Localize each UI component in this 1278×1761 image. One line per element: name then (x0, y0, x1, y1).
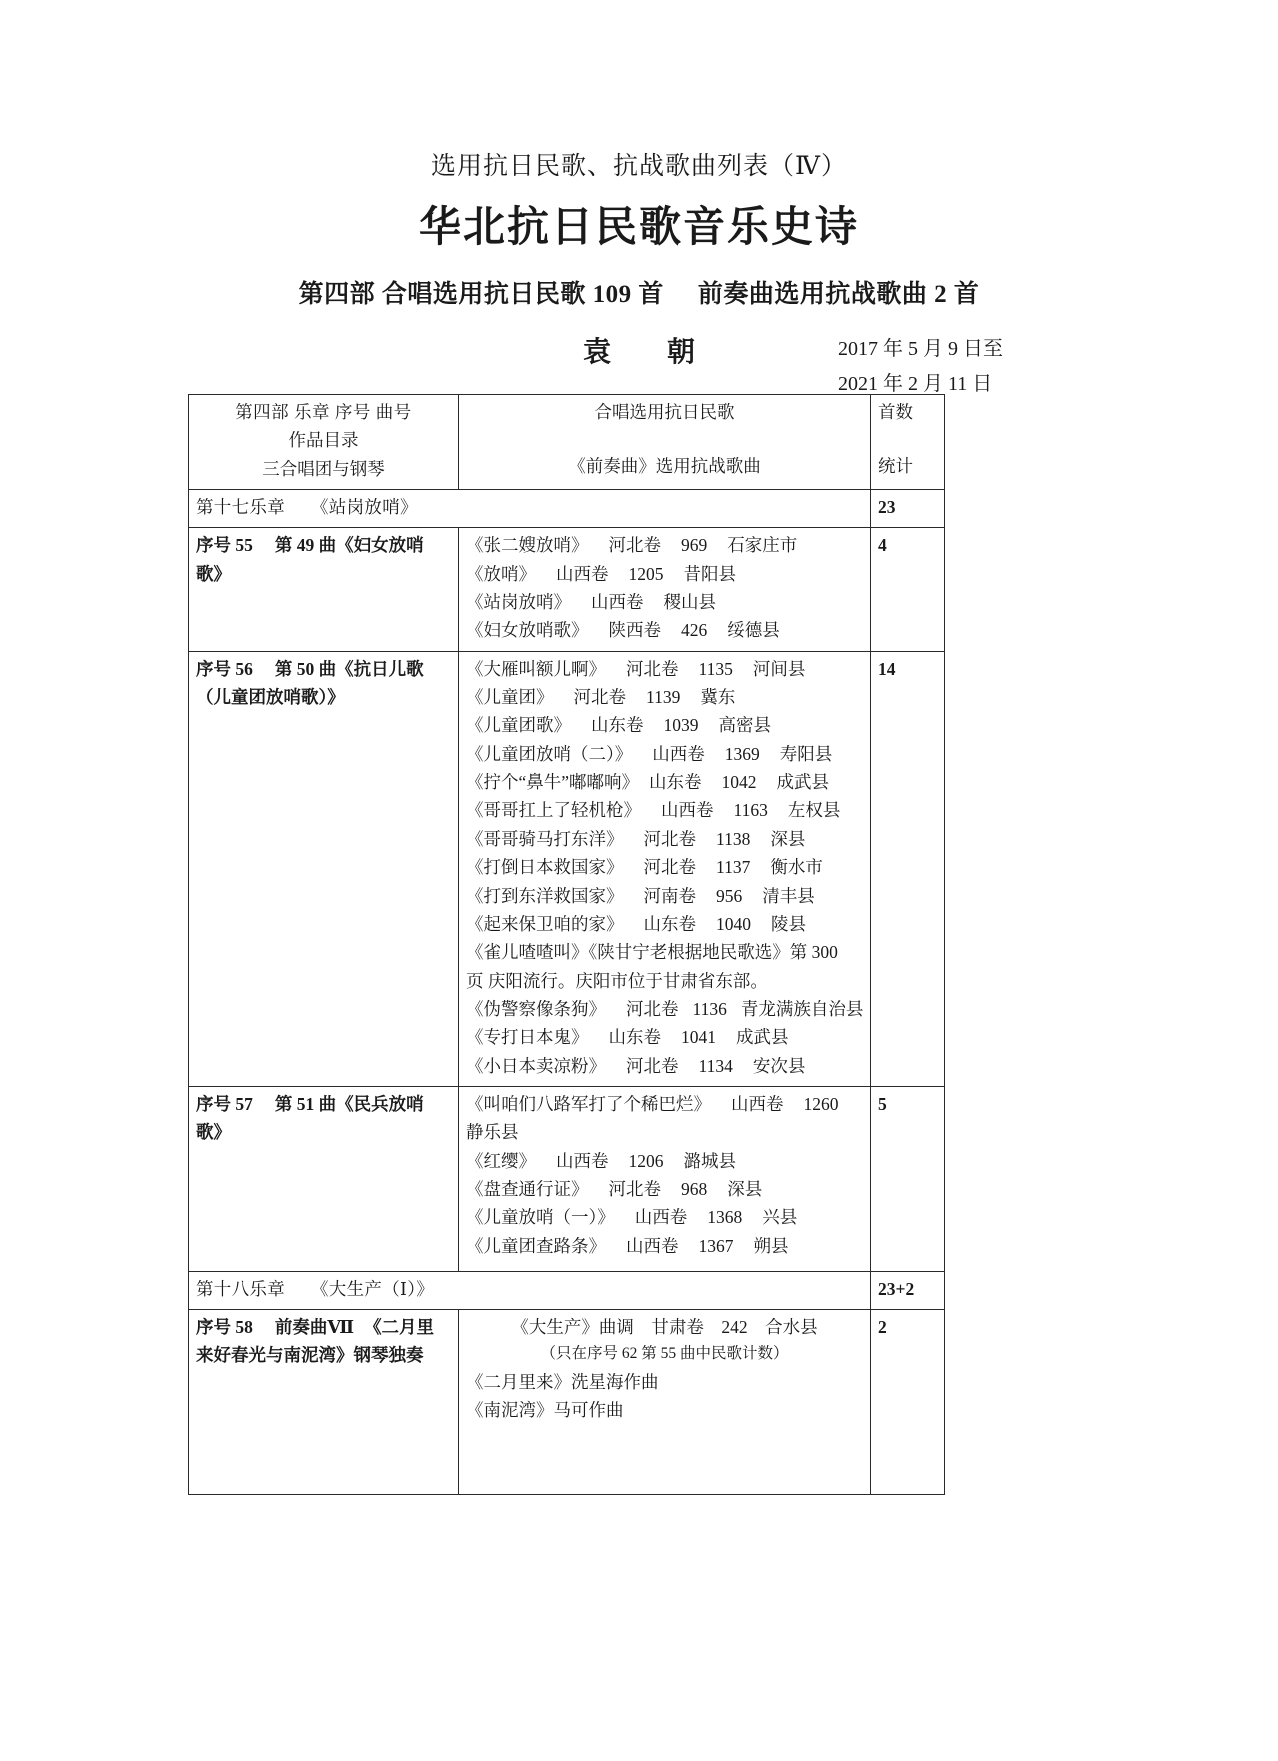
song-volume: 河北卷 (643, 857, 696, 878)
movement-18-label: 第十八乐章 (196, 1278, 285, 1299)
song-place: 静乐县 (466, 1122, 519, 1143)
movement-17-title-cell (189, 490, 871, 528)
work-56-line2 (196, 683, 451, 711)
work-58-line2 (196, 1341, 451, 1369)
header-songs-line2: 《前奏曲》选用抗战歌曲 (568, 456, 761, 477)
song-line (466, 882, 863, 910)
work-55-line2 (196, 560, 451, 588)
song-title: 《打到东洋救国家》 (466, 885, 624, 906)
count-cell-55: 4 (871, 528, 945, 651)
song-number: 956 (716, 885, 743, 906)
song-volume: 河南卷 (643, 885, 696, 906)
count-cell-57: 5 (871, 1086, 945, 1271)
table-row (189, 651, 945, 1086)
song-volume: 山西卷 (731, 1093, 784, 1114)
table-row (189, 1309, 945, 1494)
movement-18-title-cell (189, 1271, 871, 1309)
document-main-title: 华北抗日民歌音乐史诗 (418, 205, 859, 251)
work-56-title-part2: （儿童团放哨歌）》 (196, 687, 345, 708)
song-volume: 山东卷 (591, 715, 644, 736)
work-55-line1 (196, 531, 451, 559)
header-cell-songs (459, 395, 871, 490)
header-cell-works (189, 395, 459, 490)
song-line (466, 1175, 863, 1203)
spacer (466, 426, 863, 452)
song-line (466, 616, 863, 644)
song-place: 清丰县 (762, 885, 815, 906)
special-song-line2: 页 庆阳流行。庆阳市位于甘肃省东部。 (466, 970, 768, 991)
song-number: 1039 (663, 715, 699, 736)
song-volume: 陕西卷 (608, 620, 661, 641)
table-row (189, 528, 945, 651)
song-place: 左权县 (787, 800, 841, 821)
song-number: 1134 (698, 1055, 733, 1076)
song-line: 《二月里来》洗星海作曲 (466, 1371, 659, 1392)
song-title: 《站岗放哨》 (466, 592, 571, 613)
songs-cell-58 (459, 1309, 871, 1494)
movement-row-18 (189, 1271, 945, 1309)
work-56-title-part1: 《抗日儿歌 (336, 658, 424, 679)
song-line (466, 853, 863, 881)
movement-17-label: 第十七乐章 (196, 497, 285, 518)
song-number: 1041 (681, 1027, 716, 1048)
song-volume: 山西卷 (556, 563, 609, 584)
song-line (466, 655, 863, 683)
count-cell-58: 2 (871, 1309, 945, 1494)
song-line (466, 1232, 863, 1260)
list-subtitle: 选用抗日民歌、抗战歌曲列表（Ⅳ） (431, 153, 847, 180)
song-line (466, 1023, 863, 1051)
song-place: 兴县 (762, 1207, 798, 1228)
prelude-note-line: （只在序号 62 第 55 曲中民歌计数） (540, 1345, 789, 1363)
song-number: 1260 (803, 1093, 839, 1114)
song-title: 《放哨》 (466, 563, 536, 584)
work-57-line2 (196, 1118, 451, 1146)
song-place: 陵县 (771, 913, 806, 934)
song-line: 《南泥湾》马可作曲 (466, 1399, 624, 1420)
work-55-title-part2: 歌》 (196, 563, 231, 584)
song-number: 1042 (721, 772, 757, 793)
song-title: 《红缨》 (466, 1150, 536, 1171)
part-summary-prelude: 前奏曲选用抗战歌曲 2 首 (697, 281, 980, 309)
work-56-序号: 序号 56 (196, 658, 253, 679)
author-name: 袁 朝 (582, 337, 709, 369)
song-line (466, 588, 863, 616)
song-line-special (466, 938, 863, 995)
song-line (466, 683, 863, 711)
song-place: 河间县 (752, 658, 806, 679)
movement-row-17 (189, 490, 945, 528)
special-song-line1: 《雀儿喳喳叫》《陕甘宁老根据地民歌选》第 300 (466, 942, 838, 963)
work-57-曲号: 第 51 曲 (274, 1093, 337, 1114)
song-line (466, 825, 863, 853)
song-table (188, 394, 945, 1495)
song-number: 1163 (733, 800, 768, 821)
song-place: 成武县 (776, 772, 830, 793)
song-place: 绥德县 (727, 620, 780, 641)
song-place: 成武县 (736, 1027, 789, 1048)
spacer (196, 1147, 451, 1265)
header-cell-count (871, 395, 945, 490)
song-volume: 山东卷 (643, 913, 696, 934)
song-title: 《哥哥骑马打东洋》 (466, 828, 624, 849)
song-line (466, 560, 863, 588)
song-table-container (188, 394, 944, 1495)
song-volume: 山西卷 (652, 743, 705, 764)
song-volume: 河北卷 (608, 535, 661, 556)
song-number: 969 (681, 535, 708, 556)
songs-cell-57 (459, 1086, 871, 1271)
song-volume: 山西卷 (626, 1235, 679, 1256)
movement-17-count: 23 (871, 490, 945, 528)
date-range (838, 332, 1003, 402)
count-cell-56: 14 (871, 651, 945, 1086)
song-number: 1205 (628, 563, 664, 584)
song-number: 1369 (724, 743, 760, 764)
song-volume: 河北卷 (626, 658, 679, 679)
table-header-row (189, 395, 945, 490)
song-line (466, 796, 863, 824)
song-place: 深县 (727, 1178, 763, 1199)
work-57-序号: 序号 57 (196, 1093, 253, 1114)
song-number: 1368 (707, 1207, 743, 1228)
part-summary-chorus: 第四部 合唱选用抗日民歌 109 首 (298, 281, 664, 309)
table-row (189, 1086, 945, 1271)
song-title: 《大雁叫额儿啊》 (466, 658, 606, 679)
prelude-source-line: 《大生产》曲调 甘肃卷 242 合水县 (511, 1316, 818, 1337)
work-cell-57 (189, 1086, 459, 1271)
work-58-序号: 序号 58 (196, 1316, 253, 1337)
song-volume: 山东卷 (608, 1027, 661, 1048)
song-line (466, 910, 863, 938)
work-58-title-part2: 来好春光与南泥湾》钢琴独奏 (196, 1345, 424, 1366)
movement-18-count: 23+2 (871, 1271, 945, 1309)
song-volume: 山东卷 (649, 772, 702, 793)
song-number: 1135 (698, 658, 733, 679)
work-57-line1 (196, 1090, 451, 1118)
header-count-line1: 首数 (878, 402, 913, 422)
song-title: 《叫咱们八路军打了个稀巴烂》 (466, 1093, 711, 1114)
song-place: 冀东 (700, 687, 736, 708)
song-place: 朔县 (753, 1235, 789, 1256)
song-line (466, 1052, 863, 1080)
song-place: 高密县 (718, 715, 771, 736)
song-place: 青龙满族自治县 (740, 998, 864, 1019)
work-56-曲号: 第 50 曲 (274, 658, 337, 679)
header-songs-line1: 合唱选用抗日民歌 (594, 402, 735, 422)
song-place: 寿阳县 (779, 743, 833, 764)
song-place: 昔阳县 (683, 563, 736, 584)
header-count-line2: 统计 (878, 456, 913, 477)
work-55-序号: 序号 55 (196, 535, 253, 556)
work-cell-55 (189, 528, 459, 651)
song-title: 《张二嫂放哨》 (466, 535, 589, 556)
work-57-title-part2: 歌》 (196, 1122, 231, 1143)
song-volume: 山西卷 (591, 592, 644, 613)
song-volume: 河北卷 (626, 1055, 679, 1076)
song-number: 1367 (698, 1235, 734, 1256)
work-56-line1 (196, 655, 451, 683)
header-works-line2: 作品目录 (288, 430, 359, 451)
song-line (466, 740, 863, 768)
song-number: 1040 (716, 913, 751, 934)
song-title: 《儿童团歌》 (466, 715, 571, 736)
song-volume: 河北卷 (626, 998, 679, 1019)
song-number: 1139 (646, 687, 681, 708)
work-55-曲号: 第 49 曲 (274, 535, 337, 556)
song-title: 《拧个“鼻牛”嘟嘟响》 (466, 772, 640, 793)
song-number: 426 (681, 620, 708, 641)
song-place: 安次县 (752, 1055, 806, 1076)
song-number: 1138 (716, 828, 751, 849)
movement-18-title: 《大生产（Ⅰ）》 (311, 1278, 435, 1299)
song-place: 衡水市 (770, 857, 823, 878)
song-volume: 山西卷 (556, 1150, 609, 1171)
document-header (0, 0, 1278, 406)
header-works-line1: 第四部 乐章 序号 曲号 (235, 402, 412, 422)
song-title: 《打倒日本救国家》 (466, 857, 624, 878)
song-title: 《起来保卫咱的家》 (466, 913, 624, 934)
part-summary-line (0, 274, 1278, 310)
work-58-title-part1: 《二月里 (364, 1316, 435, 1337)
song-number: 968 (681, 1178, 708, 1199)
song-line (466, 531, 863, 559)
song-place: 石家庄市 (727, 535, 798, 556)
date-start: 2017 年 5 月 9 日至 (838, 338, 1003, 361)
song-title: 《儿童团查路条》 (466, 1235, 606, 1256)
songs-cell-55 (459, 528, 871, 651)
spacer (878, 426, 937, 452)
spacer (196, 1370, 451, 1488)
work-cell-56 (189, 651, 459, 1086)
date-end: 2021 年 2 月 11 日 (838, 373, 993, 396)
song-title: 《儿童团》 (466, 687, 554, 708)
work-58-line1 (196, 1313, 451, 1341)
song-volume: 山西卷 (661, 800, 714, 821)
song-number: 1206 (628, 1150, 664, 1171)
song-line (466, 995, 863, 1023)
song-line (466, 711, 863, 739)
song-volume: 河北卷 (643, 828, 696, 849)
song-title: 《专打日本鬼》 (466, 1027, 589, 1048)
song-number: 1136 (692, 998, 727, 1019)
song-volume: 河北卷 (608, 1178, 661, 1199)
song-line (466, 1090, 863, 1147)
work-55-title-part1: 《妇女放哨 (336, 535, 424, 556)
song-number: 1137 (716, 857, 751, 878)
song-line (466, 768, 863, 796)
song-title: 《小日本卖凉粉》 (466, 1055, 606, 1076)
work-cell-58 (189, 1309, 459, 1494)
song-volume: 山西卷 (634, 1207, 688, 1228)
song-place: 潞城县 (683, 1150, 736, 1171)
song-title: 《哥哥扛上了轻机枪》 (466, 800, 641, 821)
song-title: 《盘查通行证》 (466, 1178, 589, 1199)
songs-cell-56 (459, 651, 871, 1086)
song-line (466, 1203, 863, 1231)
song-volume: 河北卷 (573, 687, 626, 708)
work-58-曲号: 前奏曲Ⅶ (274, 1316, 355, 1337)
song-place: 稷山县 (663, 592, 716, 613)
header-works-line3: 三合唱团与钢琴 (262, 458, 385, 479)
work-57-title-part1: 《民兵放哨 (336, 1093, 424, 1114)
song-title: 《儿童放哨（一）》 (466, 1207, 615, 1228)
movement-17-title: 《站岗放哨》 (311, 497, 418, 518)
song-title: 《伪警察像条狗》 (466, 998, 606, 1019)
song-line (466, 1147, 863, 1175)
song-place: 深县 (770, 828, 806, 849)
song-title: 《妇女放哨歌》 (466, 620, 589, 641)
song-title: 《儿童团放哨（二）》 (466, 743, 633, 764)
